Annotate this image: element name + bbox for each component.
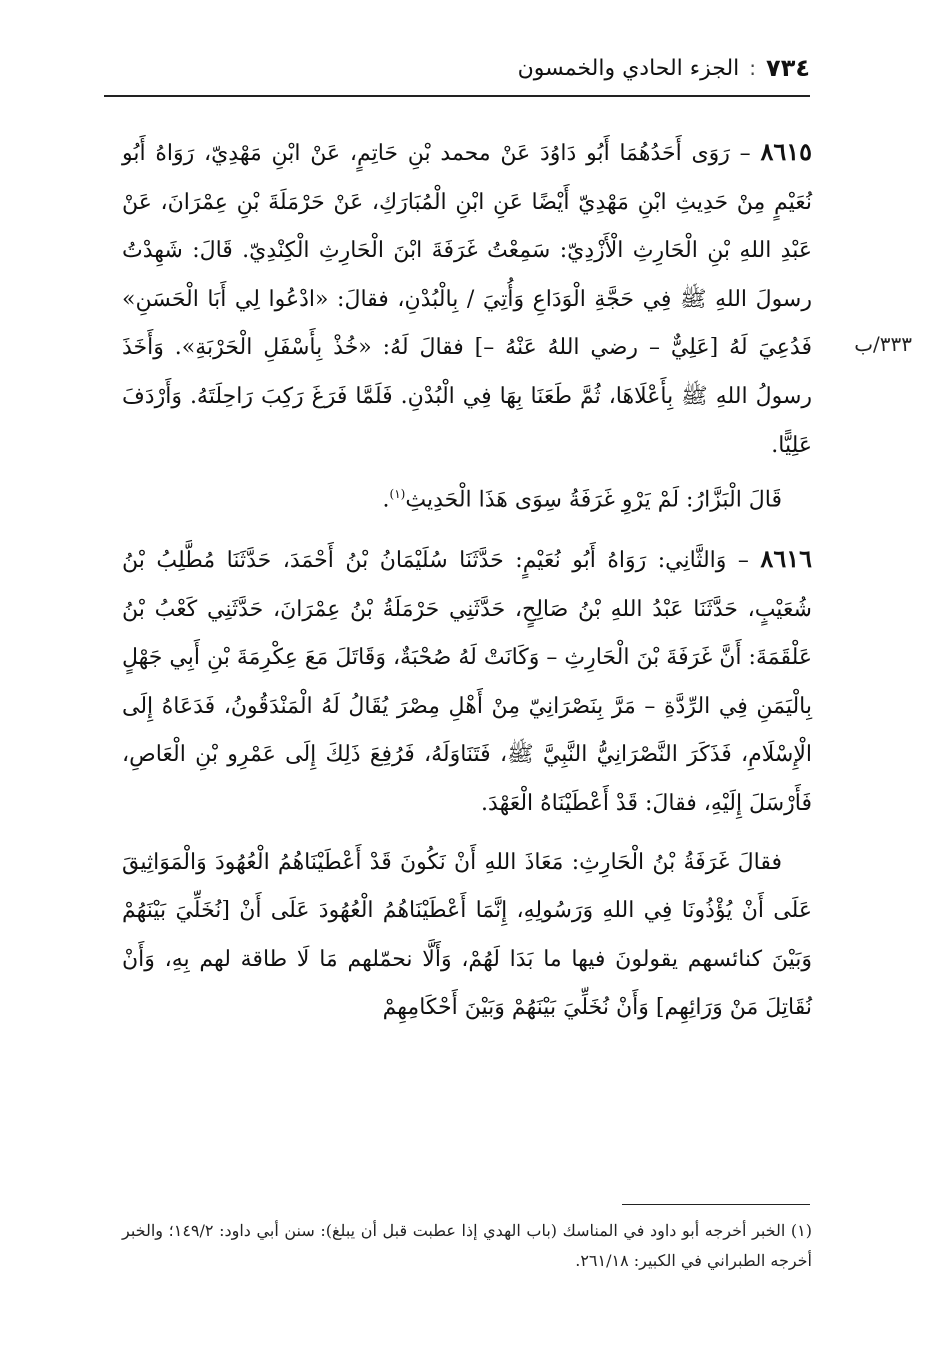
paragraph-text: قَالَ الْبَزَّارُ: لَمْ يَرْوِ غَرَفَةُ سِوَى هَذَا الْحَدِيثِ (405, 487, 782, 513)
margin-folio-note: ٣٣٣/ب (854, 332, 912, 356)
header-separator: : (749, 56, 757, 80)
header-title: الجزء الحادي والخمسون (517, 55, 740, 81)
hadith-number: ٨٦١٥ (760, 137, 812, 166)
header-rule (104, 95, 810, 97)
hadith-number: ٨٦١٦ (760, 544, 812, 574)
page-number: ٧٣٤ (766, 54, 810, 82)
paragraph-end: . (382, 487, 390, 513)
hadith-paragraph (122, 535, 812, 829)
running-header (130, 48, 810, 88)
body-paragraph (122, 839, 812, 1033)
paragraph-text: فقالَ غَرَفَةُ بْنُ الْحَارِثِ: مَعَاذَ اللهِ أَنْ نَكُونَ قَدْ أَعْطَيْنَاهُمُ الْعُهُودَ وَالْمَوَاثِيقَ عَلَى أَنْ يُؤْذُونَا فِي اللهِ وَرَسُولِهِ، إِنَّمَا أَعْطَيْنَاهُمُ الْعُهُودَ عَلَى أَنْ [نُخَلِّيَ بَيْنَهُمْ وَبَيْنَ كنائسهم يقولونَ فيها ما بَدَا لَهُمْ، وَأَلَّا نحمّلهم مَا لَا طاقة لهم بِهِ، وَأَنْ نُقَاتِلَ مَنْ وَرَائِهِم] وَأَنْ نُخَلِّيَ بَيْنَهُمْ وَبَيْنَ أَحْكَامِهِمْ (122, 849, 812, 1021)
commentary-paragraph (122, 470, 812, 525)
footnote: (١) الخبر أخرجه أبو داود في المناسك (باب الهدي إذا عطبت قبل أن يبلغ): سنن أبي داود: ١٤٩/٢؛ والخبر أخرجه الطبراني في الكبير: ٢٦١/١٨. (122, 1221, 813, 1270)
footnote-reference: (١) (389, 487, 406, 502)
footnote-rule (622, 1204, 810, 1205)
main-text (122, 128, 812, 1033)
paragraph-text: – رَوَى أَحَدُهُمَا أَبُو دَاوُدَ عَنْ محمد بْنِ حَاتِمٍ، عَنْ ابْنِ مَهْدِيّ، رَوَاهُ أَبُو نُعَيْمٍ مِنْ حَدِيثِ ابْنِ مَهْدِيّ أَيْضًا عَنِ ابْنِ الْمُبَارَكِ، عَنْ حَرْمَلَةَ بْنِ عِمْرَانَ، عَنْ عَبْدِ اللهِ بْنِ الْحَارِثِ الْأَزْدِيّ: سَمِعْتُ غَرَفَةَ ابْنَ الْحَارِثِ الْكِنْدِيّ. قَالَ: شَهِدْتُ رسولَ اللهِ ﷺ فِي حَجَّةِ الْوَدَاعِ وَأُتِيَ / بِالْبُدْنِ، فقالَ: «ادْعُوا لِي أَبَا الْحَسَنِ» فَدُعِيَ لَهُ [عَلِيٌّ – رضي اللهُ عَنْهُ –] فقالَ لَهُ: «خُذْ بِأَسْفَلِ الْحَرْبَةِ». وَأَخَذَ رسولُ اللهِ ﷺ بِأَعْلَاهَا، ثُمَّ طَعَنَا بِهَا فِي الْبُدْنِ. فَلَمَّا فَرَغَ رَكِبَ رَاحِلَتَهُ. وَأَرْدَفَ عَلِيًّا. (122, 141, 812, 458)
paragraph-text: – وَالثَّانِي: رَوَاهُ أَبُو نُعَيْمٍ: حَدَّثَنَا سُلَيْمَانُ بْنُ أَحْمَدَ، حَدَّثَنَا مُطَّلِبُ بْنُ شُعَيْبٍ، حَدَّثَنَا عَبْدُ اللهِ بْنُ صَالِحٍ، حَدَّثَنِي حَرْمَلَةُ بْنُ عِمْرَانَ، حَدَّثَنِي كَعْبُ بْنُ عَلْقَمَةَ: أَنَّ غَرَفَةَ بْنَ الْحَارِثِ – وَكَانَتْ لَهُ صُحْبَةٌ، وَقَاتَلَ مَعَ عِكْرِمَةَ بْنِ أَبِي جَهْلٍ بِالْيَمَنِ فِي الرِّدَّةِ – مَرَّ بِنَصْرَانِيّ مِنْ أَهْلِ مِصْرَ يُقَالُ لَهُ الْمَنْدَقُونُ، فَدَعَاهُ إِلَى الْإِسْلَامِ، فَذَكَرَ النَّصْرَانِيُّ النَّبِيَّ ﷺ، فَتَنَاوَلَهُ، فَرُفِعَ ذَلِكَ إِلَى عَمْرِو بْنِ الْعَاصِ، فَأَرْسَلَ إِلَيْهِ، فقالَ: قَدْ أَعْطَيْنَاهُ الْعَهْدَ. (122, 548, 812, 817)
footnotes (122, 1216, 812, 1276)
hadith-paragraph (122, 128, 812, 470)
